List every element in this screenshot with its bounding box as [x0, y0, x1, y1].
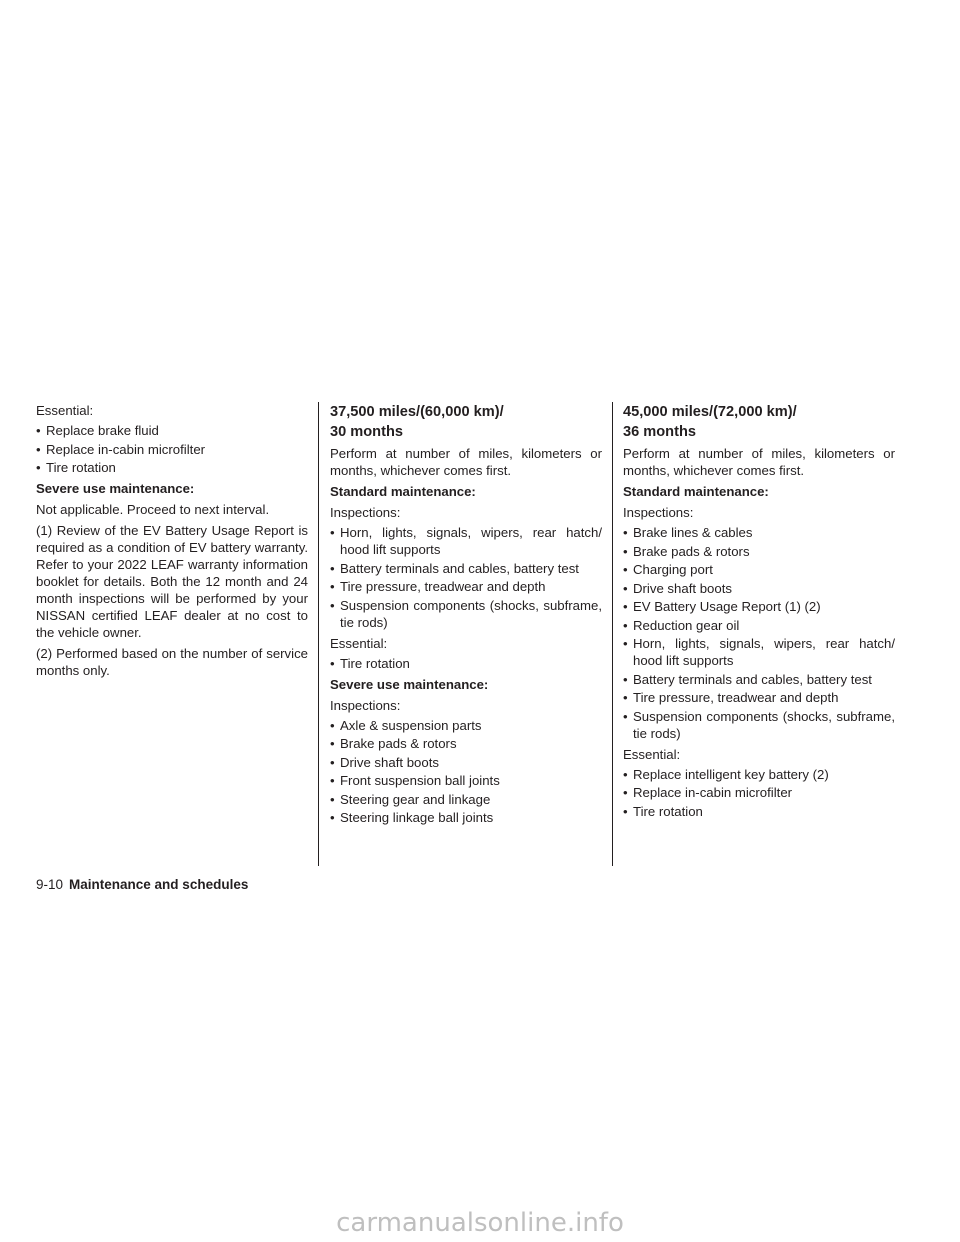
- list-item: • Tire rotation: [623, 803, 895, 820]
- list-item: • Tire rotation: [36, 459, 308, 476]
- list-item: • Drive shaft boots: [623, 580, 895, 597]
- watermark: carmanualsonline.info: [336, 1208, 624, 1238]
- standard-maintenance-label: Standard maintenance:: [330, 484, 476, 499]
- list-item: • Brake pads & rotors: [623, 543, 895, 560]
- footnote-2: (2) Performed based on the number of service months only.: [36, 646, 308, 678]
- list-item: • Steering linkage ball joints: [330, 809, 602, 826]
- severe-use-text: Not applicable. Proceed to next interval.: [36, 502, 270, 517]
- list-item: • Replace in-cabin microfilter: [623, 784, 895, 801]
- essential-list: [330, 655, 602, 672]
- list-item: • Front suspension ball joints: [330, 772, 602, 789]
- list-item: • Replace brake fluid: [36, 422, 308, 439]
- list-item: • Battery terminals and cables, battery test: [330, 560, 602, 577]
- column-right: [623, 402, 895, 824]
- essential-label: Essential:: [330, 635, 388, 651]
- essential-label: Essential:: [36, 403, 94, 418]
- list-item: • Steering gear and linkage: [330, 791, 602, 808]
- inspection-list: [623, 524, 895, 742]
- severe-use-label: Severe use maintenance:: [36, 481, 195, 496]
- essential-label: Essential:: [623, 746, 681, 762]
- interval-heading-line1: 45,000 miles/(72,000 km)/: [623, 404, 797, 420]
- interval-heading: [623, 402, 895, 442]
- footnote-1: (1) Review of the EV Battery Usage Report is required as a condition of EV battery warranty. Refer to your 2022 LEAF warranty information booklet for details. Both the 12 month and 24 month inspections will be performed by your NISSAN certified LEAF dealer at no cost to the vehicle owner.: [36, 523, 308, 640]
- column-middle: [330, 402, 602, 830]
- column-left: [36, 402, 308, 683]
- list-item: • Brake lines & cables: [623, 524, 895, 541]
- inspection-list: [330, 524, 602, 631]
- inspections-label: Inspections:: [330, 505, 401, 520]
- page-number: 9-10: [36, 877, 64, 892]
- list-item: • Replace intelligent key battery (2): [623, 766, 895, 783]
- column-divider: [612, 402, 613, 866]
- inspections-label: Inspections:: [330, 697, 401, 713]
- list-item: • Suspension components (shocks, subframe, tie rods): [330, 597, 602, 631]
- list-item: • Brake pads & rotors: [330, 735, 602, 752]
- severe-use-label: Severe use maintenance:: [330, 676, 489, 692]
- list-item: • Tire pressure, treadwear and depth: [623, 689, 895, 706]
- inspections-label: Inspections:: [623, 505, 694, 520]
- list-item: • Charging port: [623, 561, 895, 578]
- list-item: • Suspension components (shocks, subframe, tie rods): [623, 708, 895, 742]
- interval-heading: [330, 402, 602, 442]
- list-item: • Horn, lights, signals, wipers, rear hatch/ hood lift supports: [623, 635, 895, 669]
- standard-maintenance-label: Standard maintenance:: [623, 484, 769, 499]
- list-item: • Drive shaft boots: [330, 754, 602, 771]
- list-item: • Battery terminals and cables, battery test: [623, 671, 895, 688]
- page-footer: [36, 876, 248, 894]
- essential-list: [623, 766, 895, 820]
- list-item: • Axle & suspension parts: [330, 717, 602, 734]
- interval-intro: Perform at number of miles, kilometers or months, whichever comes first.: [623, 446, 895, 478]
- interval-intro: Perform at number of miles, kilometers or months, whichever comes first.: [330, 446, 602, 478]
- list-item: • Horn, lights, signals, wipers, rear hatch/ hood lift supports: [330, 524, 602, 558]
- list-item: • Reduction gear oil: [623, 617, 895, 634]
- essential-list: [36, 422, 308, 476]
- interval-heading-line2: 30 months: [330, 424, 403, 440]
- column-divider: [318, 402, 319, 866]
- severe-inspection-list: [330, 717, 602, 827]
- interval-heading-line1: 37,500 miles/(60,000 km)/: [330, 404, 504, 420]
- list-item: • Tire rotation: [330, 655, 602, 672]
- section-title: Maintenance and schedules: [69, 877, 249, 892]
- interval-heading-line2: 36 months: [623, 424, 696, 440]
- list-item: • Replace in-cabin microfilter: [36, 441, 308, 458]
- list-item: • Tire pressure, treadwear and depth: [330, 578, 602, 595]
- list-item: • EV Battery Usage Report (1) (2): [623, 598, 895, 615]
